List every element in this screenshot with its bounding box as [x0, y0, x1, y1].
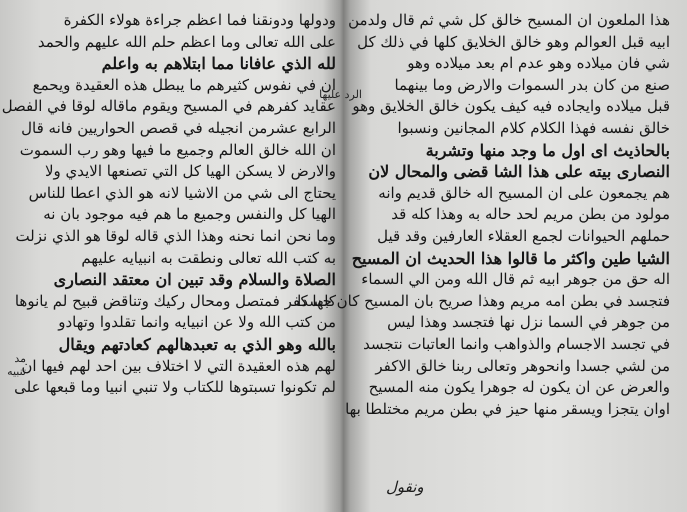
text-line: على الله تعالى وما اعظم حلم الله عليهم والحمد [37, 32, 336, 51]
text-line: هذا الملعون ان المسيح خالق كل شي ثم قال ولدمن [348, 11, 670, 29]
text-line: شي فان ميلاده وهو عدم ام بعد ميلاده وهو [407, 54, 670, 73]
text-line: صنع من كان بدر السموات والارض وما بينهما [394, 75, 670, 94]
text-line: به كتب الله تعالى ونطقت به انبيايه عليهم [81, 248, 336, 267]
text-line: ابيه قبل العوالم وهو خالق الخلايق كلها في ذلك كل [357, 32, 670, 51]
text-line: خالق نفسه فهذا الكلام كلام المجانين ونسبوا [397, 118, 670, 137]
text-line: هم يجمعون على ان المسيح اله خالق قديم وانه [378, 183, 670, 202]
text-line: فتجسد في بطن امه مريم وهذا صريح بان المسيح كان جسدا [297, 291, 670, 310]
text-line: بالحاذيث اى اول ما وجد منها وتشربة [425, 140, 670, 160]
text-line: قبل ميلاده وايجاده فيه كيف يكون خالق الخلايق وهو [352, 97, 670, 116]
text-line: عقايد كفرهم في المسيح ويقوم ماقاله لوقا في الفصل [1, 97, 336, 116]
catchword: ونقول [386, 478, 424, 496]
right-margin-note: الرد عليها [319, 88, 362, 101]
text-line: الهيا كل والنفس وجميع ما هم فيه موجود بان نه [43, 205, 336, 224]
text-line: ان الله خالق العالم وجميع ما فيها وهو رب السموت [19, 140, 336, 159]
text-line: الرابع عشرمن انجيله في قصص الحواريين فانه قال [21, 118, 336, 137]
text-line: بالله وهو الذي به تعبدهالهم كعادتهم ويقال [58, 334, 336, 354]
text-line: في تجسد الاجسام والذواهب وانما العاتبات نتجسد [363, 334, 670, 353]
text-line: الشيا طين واكثر ما قالوا هذا الحديث ان المسيح [351, 248, 670, 268]
text-line: مولود من بطن مريم لحد حاله به وهذا كله قد [391, 205, 670, 224]
text-line: يحتاج الى شي من الاشيا لانه هو الذي اعطا للناس [28, 183, 336, 202]
text-line: من لشي جسدا وانحوهر وتعالى ربنا خالق الاكفر [375, 356, 670, 375]
text-line: ان في نفوس كثيرهم ما يبطل هذه العقيدة ويحمع [32, 75, 336, 94]
text-line: والعرض عن ان يكون له جوهرا يكون منه المسيح [368, 378, 670, 397]
text-line: اوان يتجزا ويسقر منها حيز في بطن مريم مختلطا بها [345, 399, 670, 418]
text-line: كلها كفر فمتصل ومحال ركيك وتناقض قبيح لم يانوها [14, 291, 336, 310]
text-line: حملهم الحيوانات لجمع العقلاء العارفين وقد قيل [377, 226, 670, 245]
text-line: النصارى بيته على هذا الشا قضى والمحال لان [368, 162, 670, 182]
text-line: والارض لا يسكن الهيا كل التي تصنعها الايدي ولا [44, 162, 336, 181]
text-line: من جوهر في السما نزل نها فتجسد وهذا ليس [387, 313, 670, 332]
text-line: لم تكونوا تسبتوها للكتاب ولا تنبي انبيا وما قبعها على [14, 378, 336, 397]
text-line: لله الذي عافانا مما ابتلاهم به واعلم [101, 54, 336, 74]
text-line: من كتب الله ولا عن انبيايه وانما تقلدوا وتهادو [58, 313, 336, 332]
text-line: ودولها ودونقنا فما اعظم جراءة هولاء الكفرة [63, 11, 336, 29]
left-margin-note: مد تنبيه [7, 352, 26, 378]
text-line: اله حق من جوهر ابيه ثم قال الله ومن الي السماء [361, 270, 670, 289]
left-page [1, 10, 336, 506]
text-line: الصلاة والسلام وقد تبين ان معتقد النصارى [53, 270, 336, 290]
text-line: وما نحن انما نحنه وهذا الذي قاله لوقا هو الذي نزلت [15, 226, 336, 245]
text-line: لهم هذه العقيدة التي لا اختلاف بين احد لهم فيها ان [21, 356, 336, 375]
